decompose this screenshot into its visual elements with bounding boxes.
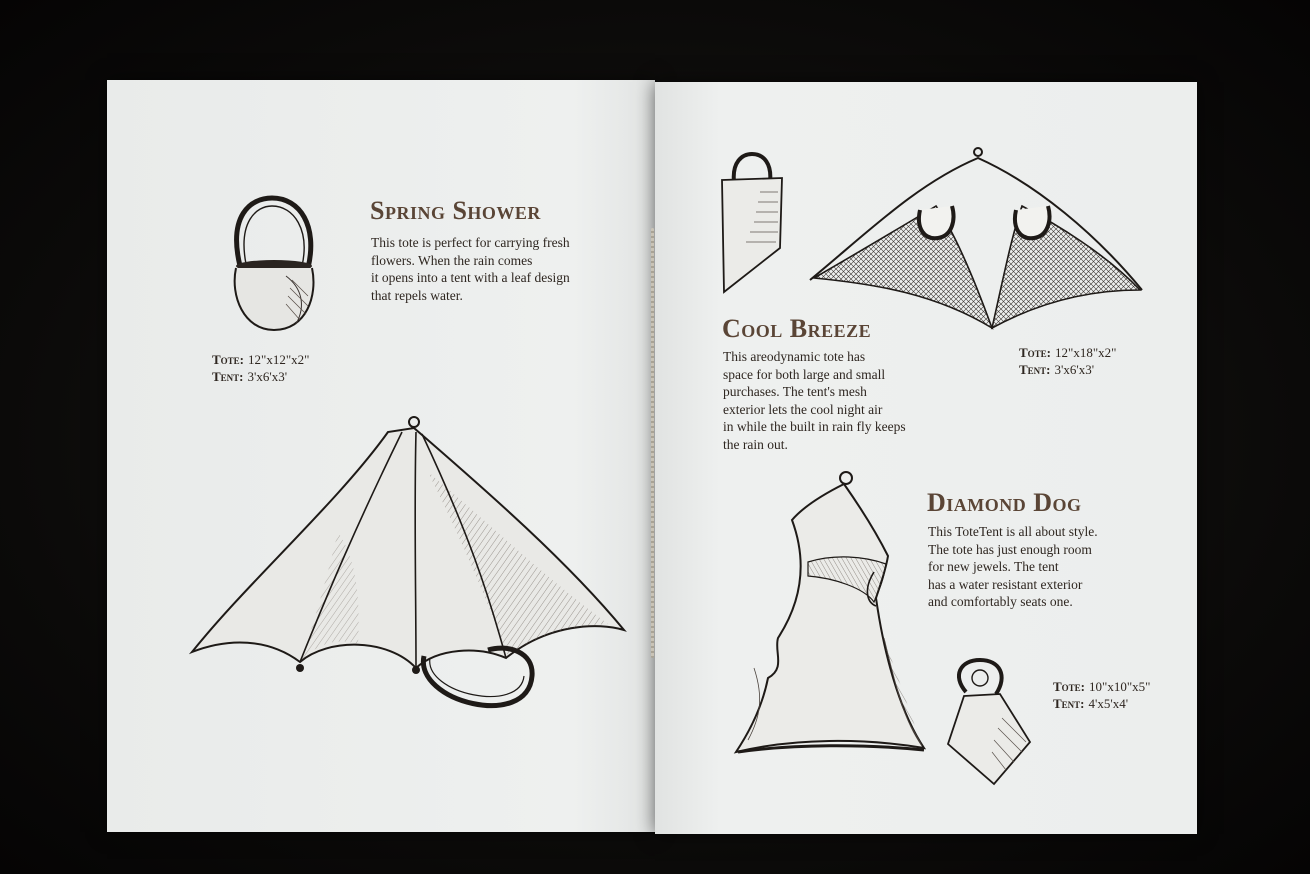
binding-thread [648, 228, 658, 658]
diamond-dog-line: This ToteTent is all about style. [928, 524, 1098, 539]
tote-label: Tote: [1019, 345, 1052, 360]
tote-dimension: 12"x18"x2" [1055, 345, 1117, 360]
spring-shower-tent-illustration [188, 412, 628, 722]
diamond-dog-description [928, 523, 1098, 611]
diamond-dog-line: for new jewels. The tent [928, 559, 1059, 574]
diamond-dog-tent-illustration [734, 468, 930, 760]
diamond-dog-tote-illustration [942, 656, 1034, 788]
cool-breeze-line: exterior lets the cool night air [723, 401, 883, 417]
cool-breeze-line: the rain out. [723, 436, 788, 452]
spring-shower-line: that repels water. [371, 287, 463, 303]
tote-dimension: 12"x12"x2" [248, 352, 310, 367]
cool-breeze-line: in while the built in rain fly keeps [723, 419, 906, 434]
spring-shower-title: Spring Shower [370, 196, 541, 225]
tote-label: Tote: [212, 352, 245, 367]
spring-shower-line: This tote is perfect for carrying fresh [371, 235, 570, 250]
cool-breeze-line: purchases. The tent's mesh [723, 384, 867, 399]
diamond-dog-line: has a water resistant exterior [928, 576, 1083, 592]
tent-dimension: 4'x5'x4' [1088, 696, 1129, 711]
cool-breeze-tote-illustration [720, 152, 786, 294]
spring-shower-line: it opens into a tent with a leaf design [371, 270, 570, 285]
diamond-dog-dimensions [1053, 678, 1150, 712]
tote-label: Tote: [1053, 679, 1086, 694]
diamond-dog-title: Diamond Dog [927, 488, 1082, 517]
cool-breeze-line: space for both large and small [723, 366, 886, 382]
tote-dimension: 10"x10"x5" [1089, 679, 1151, 694]
cool-breeze-line: This areodynamic tote has [723, 349, 866, 364]
tent-dimension: 3'x6'x3' [1054, 362, 1095, 377]
diamond-dog-line: The tote has just enough room [928, 541, 1092, 557]
spring-shower-line: flowers. When the rain comes [371, 252, 533, 268]
cool-breeze-description [723, 348, 906, 453]
tent-dimension: 3'x6'x3' [247, 369, 288, 384]
cool-breeze-dimensions [1019, 344, 1116, 378]
cool-breeze-title: Cool Breeze [722, 314, 872, 343]
spring-shower-tote-illustration [222, 196, 322, 336]
tent-label: Tent: [212, 369, 244, 384]
diamond-dog-line: and comfortably seats one. [928, 594, 1073, 609]
tent-label: Tent: [1053, 696, 1085, 711]
tent-label: Tent: [1019, 362, 1051, 377]
spring-shower-description [371, 234, 570, 304]
spring-shower-dimensions [212, 351, 309, 385]
cool-breeze-tent-illustration [806, 144, 1146, 334]
